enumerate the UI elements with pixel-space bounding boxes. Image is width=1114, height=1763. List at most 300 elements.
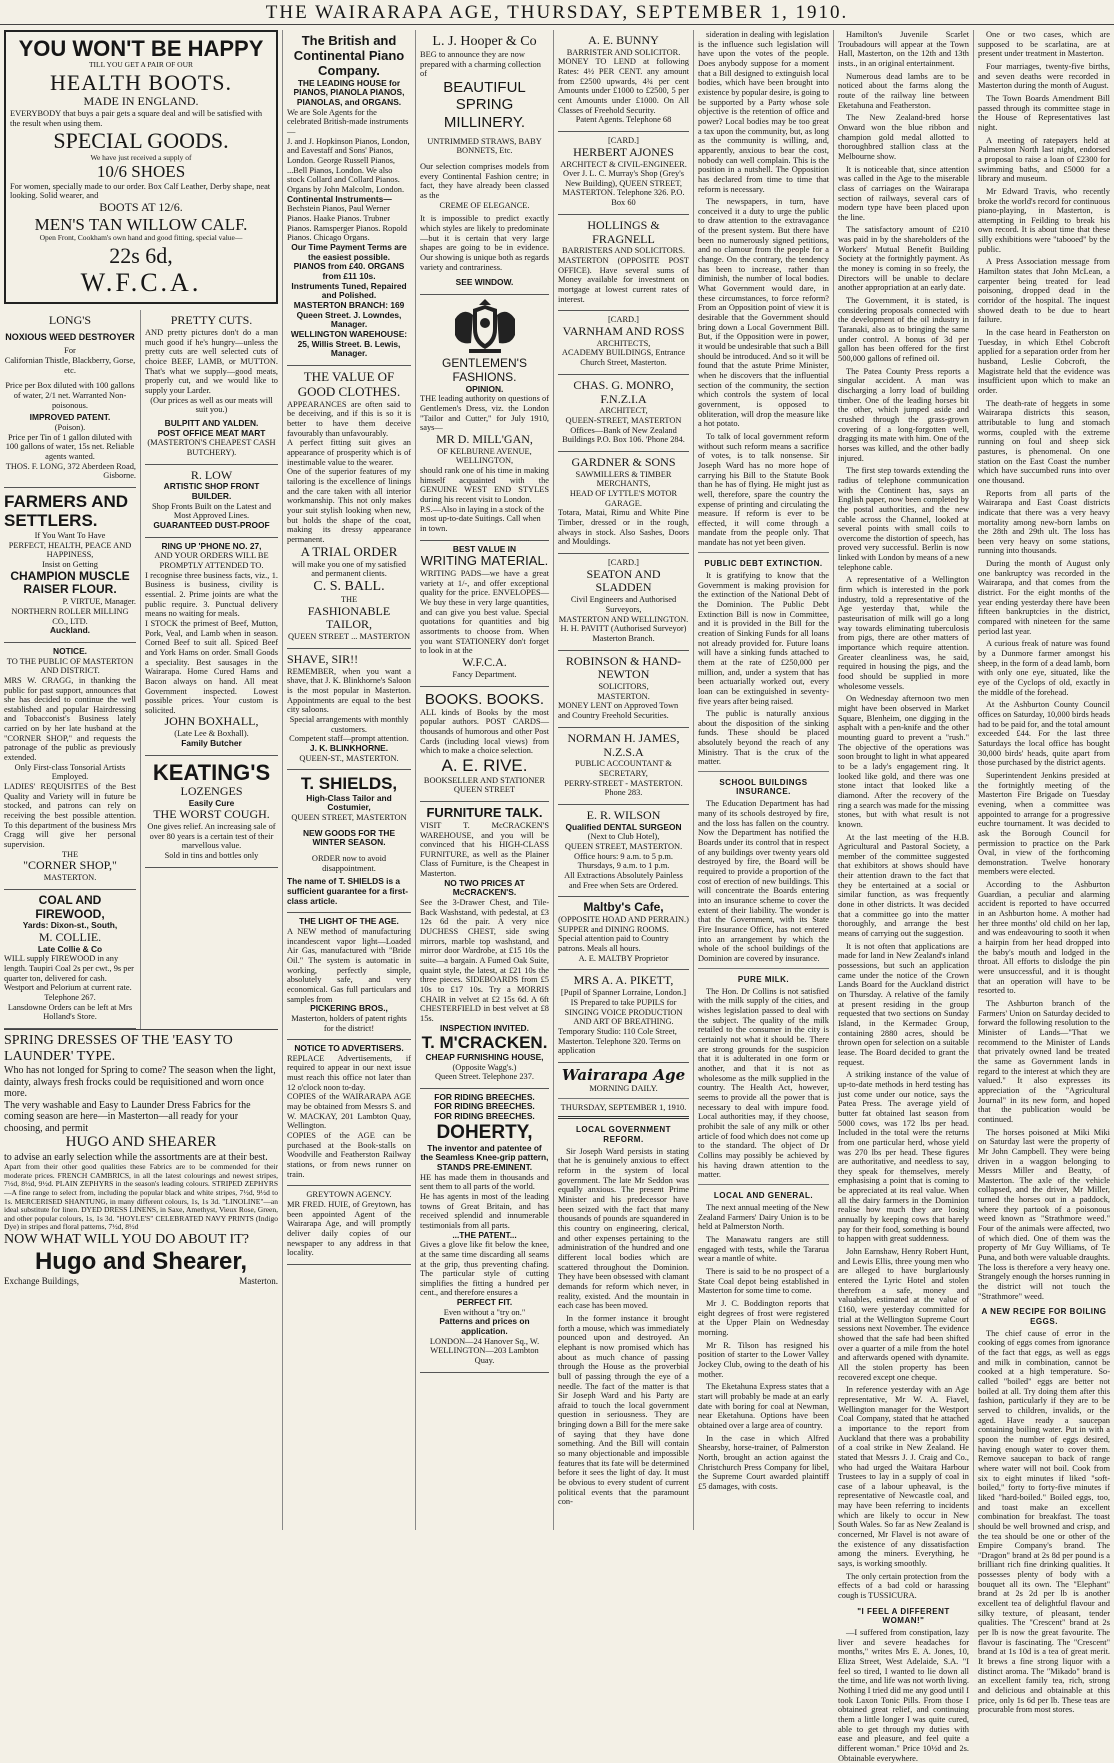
- ad-text: HE has made them in thousands and sent them to all parts of the world.: [420, 1172, 549, 1192]
- ad-title: WRITING MATERIAL.: [420, 553, 549, 569]
- ad-mill: NORTHERN ROLLER MILLING CO., LTD.: [11, 606, 129, 626]
- ad-cough: THE WORST COUGH.: [153, 807, 270, 822]
- hollings-ad: [558, 215, 689, 312]
- ad-title: BOOKS. BOOKS.: [424, 690, 545, 708]
- ad-spring: SPRING: [455, 96, 514, 114]
- article-paragraph: According to the Ashburton Guardian, a peculiar and alarming accident is reported to have occurred in an Ashburton home. A mother had her three months' old child on her lap, and was endeavouring to sooth it when a hairpin from her head dropped into the baby's mouth and lodged in the throat. All efforts to dislodge the pin were unsuccessful, and it is thought that an operation will have to be resorted to.: [978, 880, 1110, 996]
- ad-builder: BUILDER.: [191, 491, 232, 502]
- ad-text: MR FRED. HUIE, of Greytown, has been appointed Agent of the Wairarapa Age, and will promptly deliver daily copies of our newspaper to any address in that locality.: [287, 1200, 411, 1258]
- ad-price: PIANOS from £40. ORGANS from £11 10s.: [293, 261, 405, 281]
- james-ad: [558, 728, 689, 805]
- ad-spring: SPRING DRESSES OF THE 'EASY TO LAUNDER' TYPE.: [4, 1033, 233, 1065]
- ad-cont: Continental Instruments—: [287, 193, 392, 204]
- ad-title: GENTLEMEN'S FASHIONS.: [442, 356, 527, 384]
- ad-text: We are Sole Agents for the celebrated British-made instruments—: [287, 107, 409, 137]
- article-paragraph: The chief cause of error in the cooking of eggs comes from ignorance of the fact that eggs, as well as eggs and milk in combination, cannot be cooked at a high temperature. So-called "boiled" eggs are better not boiled at all. Try doing them after this fashion, particularly if they are to be served to children, invalids, or the aged. Have ready a saucepan containing boiling water. Put in with a spoon the number of eggs desired, having enough water to cover them. Remove saucepan to back of range where water will not boil. Cook from six to eight minutes if liked "soft-boiled," forty to forty-five minutes if liked "hard-boiled." Boiled eggs, too, and toast make an excellent combination for breakfast. The toast should be well browned and crisp, and the tea should be one or other of the Empire Company's brand. The "Dragon" brand at 2s 8d per pound is a brilliant rich fine drinking qualities. It possesses plenty of body with a bouquet all its own. The "Elephant" brand at 2s 2d per lb is another excellent tea of delightful flavour and silky texture, of pleasant, tender qualities. The "Crescent" brand at 2s per lb is now the great favourite. The flavour is fascinating. The "Crescent" brand at 1s 10d is a tea of great merit. It brews a fine strong liquor with a distinct aroma. The "Mikado" brand is an excellent family tea, rich, strong and delicious and obtainable at this price, only 1s 6d per lb. These teas are procurable from most stores.: [978, 1328, 1110, 1715]
- ad-list: Bechstein Pianos, Paul Werner Pianos. Haake Pianos. Trubner Pianos. Ramsperger Pianos. Ropold Pianos. Chicago Organs.: [287, 204, 408, 243]
- ad-name: KEATING'S: [152, 759, 271, 785]
- article-paragraph: The death-rate of heggets in some Wairarapa districts this season, attributable to lung and stomach worms, coupled with the extreme running on foul and sheep sick pastures, is phenomenal. On one station on the East Coast the number which have succumbed runs into over one thousand.: [978, 398, 1110, 485]
- ad-text: THE leading authority on questions of Gentlemen's Dress, viz. the London "Tailor and Cutter," for July 1910, says—: [420, 394, 549, 433]
- ad-dept: Fancy Department.: [452, 669, 517, 679]
- ad-late: (Late Lee & Boxhall).: [174, 729, 249, 739]
- ad-text: Who has not longed for Spring to come? The season when the light, dainty, always fresh frocks could be requisitioned and worn once more.: [4, 1065, 276, 1100]
- article-paragraph: Hamilton's Juvenile Scarlet Troubadours will appear at the Town Hall, Masterton, on the 12th and 13th insts., in an original entertainment.: [838, 30, 969, 68]
- ad-text: APPEARANCES are often said to be deceiving, and if this is so it is better to have them deceive favourably than unfavourably.: [287, 399, 411, 438]
- ad-name: SEATON AND SLADDEN: [586, 566, 661, 595]
- ad-patterns: Patterns and prices on application.: [439, 1316, 530, 1337]
- article-paragraph: The Town Boards Amendment Bill passed through its committee stage in the House of Representatives last night.: [978, 93, 1110, 132]
- ad-trial: A TRIAL ORDER: [300, 543, 398, 559]
- ad-text: MASTERTON (OPPOSITE POST OFFICE). Have several sums of Money available for investment on mortgage at lowest current rates of interest.: [558, 256, 689, 304]
- ad-opinion: OPINION.: [465, 383, 504, 394]
- ad-to: TO THE PUBLIC OF MASTERTON AND DISTRICT.: [6, 656, 134, 676]
- ad-sign: Hugo and Shearer,: [34, 1248, 248, 1276]
- furniture-ad: [420, 802, 549, 1089]
- editorial-local-government: [558, 1125, 689, 1507]
- ad-card: [CARD.]: [608, 136, 639, 146]
- ad-text: It is impossible to predict exactly which styles are likely to predominate—but it is certain that very large shapes are going to be in evidence. Our showing is unique both as regards variety and contrariness.: [420, 214, 549, 272]
- hooper-ad: [420, 30, 549, 295]
- article-paragraph: One or two cases, which are supposed to be scarlatina, are at present under treatment in Masterton.: [978, 30, 1110, 59]
- maltby-ad: [558, 897, 689, 970]
- ad-name: R. LOW: [190, 467, 233, 482]
- ad-fam: Family Butcher: [181, 737, 242, 748]
- article-paragraph: Mr R. Tilson has resigned his position of starter to the Lower Valley Jockey Club, owing to the death of his mother.: [698, 1340, 829, 1379]
- ad-opp: (Opposite Wagg's.): [452, 1062, 517, 1072]
- article-paragraph: The New Zealand-bred horse Onward won the blue ribbon and champion gold medal allotted to thoroughbred stallion class at the Melbourne show.: [838, 113, 969, 161]
- ad-opp: (OPPOSITE HOAD AND PERRAIN.): [558, 915, 689, 925]
- greytown-ad: [287, 1186, 411, 1265]
- ad-stands: STANDS PRE-EMINENT.: [436, 1161, 533, 1172]
- robinson-ad: [558, 651, 689, 728]
- ad-list: Apart from their other good qualities these Fabrics are to be commended for their moderate prices. FRENCH CAMBRICS, in all the latest colourings and newest stripes, 7½d, 8½d, 9½d. PLAIN ZEPHYRS in the season's leading colours. STRIPED ZEPHYRS—A fine range to select from, including the popular black and white stripes, 7½d, 9½d to 1s. MERCERISED SHANTUNG, in many different colours, 1s, 1s 3d. "LINOLINE"—an ideal substitute for linen. DYED DRESS LINENS, in Saxe, Amethyst, Vieux Rose, Green, and other popular colours, 1s, 1s 3d. "HOYLE'S" CELEBRATED NAVY PRINTS (Indigo Dye) in stripes and floral patterns, 7½d, 8½d: [4, 1162, 278, 1232]
- ad-special: Special arrangements with monthly customers.: [289, 714, 409, 734]
- ad-price2: Price per Tin of 1 gallon diluted with 100 gallons of water, 15s net. Reliable agents wanted.: [5, 432, 135, 461]
- ad-name: LONG'S: [48, 313, 92, 328]
- ad-title: RING UP 'PHONE NO. 27,: [161, 540, 262, 551]
- ad-pianos: PIANOS, PIANOLA PIANOS, PIANOLAS, and ORGANS.: [293, 87, 405, 108]
- phone-ad: [145, 538, 278, 756]
- ad-name: HOLLINGS & FRAGNELL: [587, 217, 660, 246]
- ad-name: PICKERING BROS.,: [310, 1003, 388, 1014]
- jones-ad: [558, 132, 689, 215]
- ad-makers: J. and J. Hopkinson Pianos, London, and Eavestaff and Sons' Pianos, London. George Russell Pianos, ...Bell Pianos, London. We also stock Collard and Collard Pianos. Organs by John Malcolm, London.: [287, 136, 410, 195]
- ad-prices: NO TWO PRICES AT McCRACKEN'S.: [444, 877, 525, 898]
- article-title: PUBLIC DEBT EXTINCTION.: [704, 558, 823, 568]
- ad-addr: PERRY-STREET - MASTERTON.: [564, 778, 683, 788]
- ad-addr: QUEEN STREET: [453, 785, 516, 795]
- ad-sign: THOS. F. LONG, 372 Aberdeen Road, Gisborne.: [5, 461, 136, 481]
- ad-beautiful: BEAUTIFUL: [443, 79, 526, 97]
- article-paragraph: During the month of August only one bankruptcy was recorded in the Wairarapa, and that comes from the district. For the eight months of the year ending yesterday there have been fifteen bankruptcies in the district, compared with nineteen for the same period last year.: [978, 559, 1110, 636]
- ad-wfca: W.F.C.A.: [462, 655, 507, 670]
- ad-town: MASTERTON.: [597, 691, 650, 701]
- gentlemen-ad: [420, 295, 549, 541]
- ad-text: He has agents in most of the leading towns of Great Britain, and has received splendid and innumerable testimonials from all parts.: [420, 1191, 549, 1230]
- article-paragraph: On Wednesday afternoon two men might have been observed in Market Square, Blenheim, one digging in the asphalt with a pen-knife and the other mounting guard to prevent a "rush." The objective of the operations was soon brought to light in what appeared to be a lady's engagement ring. It looked like gold, and there was one stone intact that looked like a diamond. After the recovery of the ring a search was made for the missing stones, but with what result is not known.: [838, 694, 969, 829]
- ad-order: ORDER now to avoid disappointment.: [311, 854, 387, 873]
- article-paragraph: In the case in which Alfred Shearsby, horse-trainer, of Palmerston North, brought an action against the Christchurch Press Company for libel, the Supreme Court awarded plaintiff £5 damages, with costs.: [698, 1433, 829, 1491]
- ad-town: MASTERTON.: [43, 873, 97, 883]
- ad-name: E. R. WILSON: [586, 807, 661, 822]
- ad-text: If You Want To Have: [34, 531, 106, 541]
- paper-daily: MORNING DAILY.: [589, 1084, 658, 1094]
- ad-text: Offices—Bank of New Zealand Buildings P.O. Box 106. 'Phone 284.: [562, 425, 685, 445]
- ad-title: NOTICE.: [53, 645, 87, 656]
- clothes-ad: [287, 366, 411, 649]
- article-title: SCHOOL BUILDINGS INSURANCE.: [719, 778, 808, 797]
- pretty-cuts-ad: [145, 310, 278, 464]
- article-paragraph: In reference yesterday with an Age representative, Mr W. A. Fiavel, Wellington manager for the Westport Coal Company, stated that he attached a importance to the report from Auckland that there was a probability of a coal strike in New Zealand. He stated that Messrs J. J. Craig and Co., who had urged the Waitara Harbour Trustees to lay in a supply of coal in case of a labour upheaval, is the representative of Newcastle coal, and may have been referring to incidents which are likely to occur in New South Wales. So far as New Zealand is concerned, Mr Flavel is not aware of the existence of any dissatisfaction among the miners. Everything, he says, is working smoothly.: [838, 1385, 969, 1569]
- ad-text: A NEW method of manufacturing incandescent vapor light—Loaded Air Gas, manufactured with "Bride Oil." The system is automatic in working, perfectly simple, absolutely safe, and very economical. Gas full particulars and samples from: [287, 926, 411, 1004]
- ad-text: Only First-class Tonsorial Artists Employed.: [14, 762, 126, 782]
- ad-text: BEG to announce they are now prepared with a charming collection of: [420, 50, 541, 79]
- ad-addr: OF KELBURNE AVENUE, WELLINGTON,: [437, 446, 532, 466]
- ad-addr: QUEEN STREET, MASTERTON: [291, 813, 407, 823]
- ad-now: NOW WHAT WILL YOU DO ABOUT IT?: [4, 1232, 249, 1247]
- article-paragraph: A curious freak of nature was found by a Dunmore farmer amongst his sheep, in the form of a dead lamb, born with only one eye, situated, like the eye of the Cyclops of old, exactly in the middle of the forehead.: [978, 639, 1110, 697]
- gardner-ad: [558, 452, 689, 554]
- ad-text: A perfect fitting suit gives an appearance of prosperity which is of inestimable value to the wearer.: [287, 438, 411, 467]
- ad-text: REPLACE Advertisements, if required to appear in our next issue must reach this office not later than 12 o'clock noon to-day.: [287, 1053, 411, 1092]
- ad-boots12: BOOTS AT 12/6.: [99, 200, 183, 215]
- hugo-ad: [4, 1029, 278, 1286]
- article-paragraph: Mr Edward Travis, who recently broke the world's record for continuous piano-playing, in Masterton, is attempting in Feilding to break his own record. It is about time that these silly exhibitions were "tabooed" by the public.: [978, 186, 1110, 254]
- article-paragraph: A representative of a Wellington firm which is interested in the pork industry, told a representative of the Age yesterday that, while the pasteurisation of milk will go a long way towards eliminating tuberculosis from pigs, there are other matters of importance which require attention. Greater cleanliness was, he said, required in housing the pigs, and the food should be supplied in more wholesome vessels.: [838, 575, 969, 691]
- shave-ad: [287, 649, 411, 770]
- ad-the: THE: [61, 849, 79, 859]
- ad-hours: Office hours: 9 a.m. to 5 p.m. Thursdays, 9 a.m. to 1 p.m.: [574, 851, 673, 871]
- light-ad: [287, 913, 411, 1040]
- ad-text: IS Prepared to take PUPILS for SINGING VOICE PRODUCTION AND ART OF BREATHING.: [564, 997, 683, 1027]
- ad-text: For women, specially made to our order. Box Calf Leather, Derby shape, neat looking. Solid wearer, and: [10, 181, 271, 201]
- ad-prop: A. E. MALTBY Proprietor: [578, 953, 669, 963]
- ad-title: THE VALUE OF GOOD CLOTHES.: [297, 368, 401, 399]
- ad-title: GREYTOWN AGENCY.: [306, 1190, 392, 1200]
- ad-wgtn: WELLINGTON WAREHOUSE: 25, Willis Street. B. Lewis, Manager.: [290, 328, 408, 359]
- ad-name: A. E. BUNNY: [588, 33, 659, 47]
- ad-special: SPECIAL GOODS.: [53, 128, 229, 154]
- ad-title: PRETTY CUTS.: [170, 313, 253, 328]
- ad-text: Californian Thistle, Blackberry, Gorse, etc.: [4, 356, 136, 375]
- article-paragraph: —I suffered from constipation, lazy liver and severe headaches for months," writes Mrs E. A. Jones, 10, Eliza Street, West Adelaide, S.A. "I feel so tired, I wanted to lie down all the time, and life was not worth living. Nothing I tried did me any good until I took Laxon Tonic Pills. From those I obtained great relief, and continuing them a little longer I was quite cured, able to get through my duties with ease and pleasure, and feel quite a different woman." Price 10½d and 2s. Obtainable everywhere.: [838, 1628, 969, 1763]
- ad-name: MRS A. A. PIKETT,: [573, 973, 674, 988]
- ad-guar: GUARANTEED DUST-PROOF: [153, 520, 270, 531]
- article-paragraph: The Manawatu rangers are still engaged with tests, while the Tararua wear a mantle of white.: [698, 1235, 829, 1264]
- article-paragraph: A striking instance of the value of up-to-date methods in herd testing has just come under our notice, says the Patea Press. The average yield of butter fat obtained last season from 5000 cows, was 172 lbs per head. Included in the total were the returns from one particular herd, whose yield was 270 lbs per head. These figures are authoritative, and needless to say, they speak for themselves, merely emphasising a point that is coming to be appreciated at its real value. When all the dairy farmers in the Dominion realise how much they are losing annually by keeping cows that barely pay for their food, something is bound to happen with great suddenness.: [838, 1070, 969, 1244]
- article-paragraph: The newspapers, in turn, have conceived it a duty to urge the public to draw attention to the extravagance of the present system. But there have been no numerously signed petitions, and no clamour from the people for a change. On the contrary, the tendency has been to increase, rather than diminish, the number of local bodies. What Government would dare, in these circumstances, to force reform? From an Opposition point of view it is desirable that the Government should bring down a Local Government Bill. But, if the Opposition were in power, it would be undesirable that such a Bill should be introduced. And so it will be found that the astute Prime Minister, when he discovers that the influential section of the community, the section which controls the system of local government, is opposed to obliteration, will drop the measure like a hot potato.: [698, 197, 829, 429]
- ad-role: Civil Engineers and Authorised Surveyors,: [570, 595, 677, 614]
- ad-addr: QUEEN-STREET, MASTERTON: [565, 415, 682, 425]
- ad-text: MRS W. CRAGG, in thanking the public for past support, announces that she has decided to continue the well established and popular Hairdressing and Tobacconist's Business lately carried on by her late husband at the "CORNER SHOP," and requests the patronage of the public as previously extended.: [4, 675, 136, 763]
- article-paragraph: Numerous dead lambs are to be noticed about the farms along the route of the railway line between Eketahuna and Featherston.: [838, 71, 969, 110]
- ad-card: [CARD.]: [608, 558, 639, 567]
- ad-brand: W.F.C.A.: [80, 268, 202, 298]
- column-7: [973, 30, 1114, 1715]
- ad-title: FURNITURE TALK.: [426, 804, 543, 820]
- article-paragraph: The Government, it is stated, is considering proposals connected with the development of the oil industry in Taranaki, also as to bringing the same under control. A bonus of 3d per gallon has been offered for the first 500,000 gallons of refined oil.: [838, 296, 969, 363]
- varnham-ad: [558, 311, 689, 374]
- ad-role: ARCHITECT & CIVIL-ENGINEER.: [560, 159, 687, 169]
- article-paragraph: The public is naturally anxious about the disposition of the sinking funds. These should be placed absolutely beyond the reach of any Ministry. That is the crux of the matter.: [698, 709, 829, 767]
- ad-title: NOXIOUS WEED DESTROYER: [5, 332, 135, 343]
- ad-breeches: FOR RIDING BREECHES.: [434, 1091, 535, 1102]
- ad-card: [CARD.]: [608, 315, 639, 325]
- wilson-ad: [558, 805, 689, 897]
- ad-name: L. J. Hooper & Co: [432, 34, 537, 49]
- ad-text: COPIES of the WAIRARAPA AGE may be obtained from Messrs S. and W. MACKAY, 201 Lambton Quay, Wellington.: [287, 1092, 411, 1131]
- ad-text: WRITING PADS—we have a great variety at 1/-, and offer exceptional quality for the price. ENVELOPES—We buy these in very large quantities, and can give you best value. Special quotations for quantities and big assortments to choose from. When you want STATIONERY don't forget to look in at the: [420, 569, 549, 656]
- article-paragraph: John Earnshaw, Henry Robert Hunt, and Lewis Ellis, three young men who are alleged to have burglariously entered the Lyric Hotel and stolen therefrom a safe, money and valuables, estimated at the value of £160, were yesterday committed for trial at the Wellington Supreme Court sessions next November. The evidence showed that the safe had been shifted over a quarter of a mile from the hotel and afterwards opened with dynamite. All the stolen property has been recovered except one cheque.: [838, 1247, 969, 1382]
- ad-made: MADE IN ENGLAND.: [83, 94, 199, 109]
- doherty-ad: [420, 1089, 549, 1373]
- ad-stock: I STOCK the primest of Beef, Mutton, Pork, Veal, and Lamb when in season. Corned Beef to suit all. Spiced Beef and York Hams on order. Small Goods a speciality. Best sausages in the Wairarapa. Home Cured Hams and Bacon always on hand. All meat Government inspected. Lowest possible prices. Your custom is solicited.: [145, 618, 278, 715]
- ad-text: ALL kinds of Books by the most popular authors. POST CARDS—thousands of humorous and other Post Cards (including local views) from which to make a choice selection.: [420, 707, 549, 756]
- article-paragraph: The next annual meeting of the New Zealand Farmers' Dairy Union is to be held at Palmerston North.: [698, 1203, 829, 1232]
- ad-headline: YOU WON'T BE HAPPY: [18, 36, 264, 61]
- ad-line: ARTISTIC SHOP FRONT: [163, 481, 260, 492]
- ad-tailor: FASHIONABLE TAILOR,: [307, 603, 391, 632]
- column-5: [693, 30, 833, 1530]
- ad-tag: High-Class Tailor and Costumier,: [306, 792, 392, 813]
- ad-name: C. S. BALL.: [313, 578, 385, 594]
- ad-wgtn: WELLINGTON—203 Lambton Quay.: [430, 1346, 539, 1366]
- article-paragraph: Mr J. C. Boddington reports that eight degrees of frost were registered at the Upper Plain on Wednesday morning.: [698, 1299, 829, 1337]
- article-paragraph: Sir Joseph Ward persists in stating that he is genuinely anxious to effect reform in the system of local government. The late Mr Seddon was equally anxious. The present Prime Minister and his predecessor have been seized with the fact that many thousands of pounds are squandered in this country on engineering, clerical, and other expenses pertaining to the administration of the hundred and one different local bodies which are scattered throughout the Dominion. They have been obsessed with clamant demands for reform which never, in reality, existed. And the mountain in each case has been moved.: [558, 1146, 689, 1311]
- ad-addr: QUEEN STREET, MASTERTON.: [564, 842, 683, 852]
- ad-addr: HEAD OF LYTTLE'S MOTOR GARAGE.: [569, 489, 678, 508]
- column-6: [833, 30, 973, 1763]
- ad-firm: BULPITT AND YALDEN.: [164, 417, 259, 428]
- ad-text: Over J. L. C. Murray's Shop (Grey's New Building), QUEEN STREET, MASTERTON. Telephone 326. P.O. Box 60: [562, 169, 685, 208]
- ad-text: Shop Fronts Built on the Latest and Most Approved Lines.: [151, 501, 272, 521]
- ad-title: The British and Continental Piano Company.: [293, 33, 405, 78]
- ad-branch: MASTERTON BRANCH: 169 Queen Street. J. Lowndes, Manager.: [293, 299, 405, 330]
- ad-addr: QUEEN STREET ... MASTERTON: [287, 632, 411, 642]
- ad-ext: All Extractions Absolutely Painless and Free when Sets are Ordered.: [564, 871, 683, 890]
- ad-studio: Temporary Studio: 110 Cole Street, Masterton. Telephone 320. Terms on application: [558, 1026, 681, 1056]
- article-paragraph: There is said to be no prospect of a State Coal depot being established in Masterton for some time to come.: [698, 1267, 829, 1296]
- ad-text: Totara, Matai, Rimu and White Pine Timber, dressed or in the rough, always in stock. Also Sashes, Doors and Mouldings.: [558, 508, 689, 547]
- article-paragraph: In the former instance it brought forth a mouse, which was immediately pounced upon and destroyed. An elephant is now promised which has about as much chance of passing through the House as the proverbial bull of passing through the eye of a needle. The fact of the matter is that Sir Joseph Ward and his Party are afraid to touch the local government question in seriousness. They are bringing down a Bill for the mere sake of saying that they have done something. And the Bill will contain so many objectionable and impossible features that its fate will be determined before it sees the light of day. It must be obvious to every student of current political events that the paramount con-: [558, 1313, 689, 1507]
- ad-tag: (MASTERTON'S CHEAPEST CASH BUTCHERY).: [147, 438, 276, 457]
- ad-shoes: 10/6 SHOES: [96, 162, 186, 182]
- ad-text: Our selection comprises models from every Continental Fashion centre; in fact, they have already been classed as the: [420, 162, 549, 201]
- ad-title: NOTICE TO ADVERTISERS.: [294, 1043, 404, 1054]
- ad-fit: PERFECT FIT.: [456, 1297, 513, 1308]
- ad-items: See the 3-Drawer Chest, and Tile-Back Washstand, with pedestal, at £3 12s 6d the pair. A very nice DUCHESS CHEST, side swing mirrors, marble top washstand, and mirror door Wardrobe, at £15 10s the suite—a bargain. A Fumed Oak Suite, quaint style, the latest, at £21 10s the three pieces. SIDEBOARDS from £5 10s to £17 10s. Try a MORRIS CHAIR in velvet at £2 15s 6d. A 6ft CHESTERFIELD in best velvet at £8 15s.: [420, 898, 549, 1023]
- ad-text: MONEY TO LEND at following Rates: 4½ PER CENT. any amount from £2500 upwards, 4¾ per cent Amounts under £1000 to £2500, 5 per cent Amounts under £1000. On All Classes of Freehold Security.: [558, 57, 689, 115]
- article-paragraph: The first step towards extending the radius of telephone communication with the Continent has, says an English paper, now been completed by the postal authorities, and the new cable across the Channel, looked at several points with small coils to overcome the distortion of speech, has proved very successful. Berlin is now linked with London by means of a new telephone cable.: [838, 466, 969, 572]
- ad-text: The very washable and Easy to Launder Dress Fabrics for the coming season are here—in Masterton—all ready for your choosing, and permit: [4, 1099, 251, 1134]
- ad-role: The inventor and patentee of the Seamless Knee-grip pattern,: [420, 1142, 549, 1163]
- ad-title: SHAVE, SIR!!: [287, 651, 359, 666]
- ad-note: Lansdowne Orders can be left at Mrs Holland's Store.: [7, 1002, 133, 1022]
- keatings-ad: [145, 756, 278, 868]
- ad-text: EVERYBODY that buys a pair gets a square deal and will be satisfied with the result when using them.: [10, 109, 263, 128]
- article-paragraph: The satisfactory amount of £210 was paid in by the shareholders of the Workers' Mutual Benefit Building Society at the fortnightly payment. As the money is coming in so freely, the Directors will be unable to declare another appropriation at an early date.: [838, 225, 969, 293]
- ad-cure: Easily Cure: [188, 797, 235, 808]
- ad-text: LADIES' REQUISITES of the Best Quality and Variety will in future be stocked, and patrons can rely on receiving the best possible attention. To this department of the business Mrs Cragg will give her personal supervision.: [4, 782, 136, 849]
- ad-title: COAL AND FIREWOOD,: [35, 892, 105, 921]
- ad-tuned: Instruments Tuned, Repaired and Polished.: [291, 280, 407, 301]
- ad-price: 22s 6d,: [109, 243, 173, 269]
- article-paragraph: The horses poisoned at Miki Miki on Saturday last were the property of Mr John Campbell. They were being driven in a waggon belonging to Messrs Miller and Beatty, of Masterton. The axle of the vehicle collapsed, and the driver, Mr Miller, turned the horses out in a paddock, where they partook of a poisonous weed known as "Strathmore weed." Four of the animals were affected, two of which died. One of them was the property of Mr Guy Williams, of Te Puna, and both were valuable draughts. The loss is therefore a very heavy one. Strangely enough the horses running in the district will not touch the "Strathmore" weed.: [978, 1127, 1110, 1301]
- farmers-ad: [4, 488, 136, 643]
- ad-addr: Exchange Buildings,: [4, 1275, 79, 1286]
- ad-name: DOHERTY,: [436, 1121, 533, 1143]
- pikett-ad: [558, 970, 689, 1062]
- article-title: LOCAL GOVERNMENT REFORM.: [576, 1125, 671, 1144]
- article-paragraph: The only certain protection from the effects of a bad cold or harassing cough is TUSSICURA.: [838, 1571, 969, 1601]
- notice-ad: [4, 643, 136, 890]
- ad-role: CHEAP FURNISHING HOUSE,: [425, 1051, 544, 1062]
- ad-text: One of the superior features of my tailoring is the excellence of linings and the care taken with all interior workmanship. This not only makes your suit stylish looking when new, but holds the shape of the coat, making its dressy appearance permanent.: [287, 467, 411, 544]
- ad-patent: Patent Agents. Telephone 68: [575, 115, 672, 125]
- ad-text: to advise an early selection while the assortments are at their best.: [4, 1151, 268, 1163]
- article-title: LOCAL AND GENERAL.: [713, 1190, 814, 1200]
- ad-title: FARMERS AND SETTLERS.: [4, 491, 129, 531]
- ad-terms: Our Time Payment Terms are the easiest possible.: [291, 241, 407, 262]
- ad-role: SAWMILLERS & TIMBER MERCHANTS,: [575, 469, 672, 489]
- ad-addr: Queen Street. Telephone 237.: [434, 1072, 535, 1082]
- wfca-boots-ad: [4, 30, 278, 304]
- column-4: [553, 30, 693, 1530]
- ad-pupil: [Pupil of Spanner Lorraine, London.]: [560, 988, 687, 998]
- ad-addr: Masterton, holders of patent rights for the district!: [291, 1013, 407, 1033]
- coal-ad: [4, 890, 136, 1029]
- notice-advertisers: [287, 1040, 411, 1186]
- ad-staff: Competent staff—prompt attention.: [289, 734, 409, 744]
- ad-yards: Yards: Dixon-st., South,: [22, 920, 118, 931]
- ad-creme: CREME OF ELEGANCE.: [439, 200, 530, 210]
- ad-for: For: [64, 346, 76, 356]
- ad-tan: MEN'S TAN WILLOW CALF.: [34, 214, 248, 234]
- article-title: A NEW RECIPE FOR BOILING EGGS.: [981, 1307, 1107, 1326]
- column-2: [282, 30, 415, 1530]
- article-paragraph: To talk of local government reform without such reform means a sacrifice of votes, is to talk nonsense. Sir Joseph Ward has no more hope of carrying his Bill to the Statute Book than he has of flying. He might just as well, therefore, spare the country the expense of printing and circulating the measure. If reform is ever to be effected, it will come through a mandate from the people only. That mandate has not yet been given.: [698, 431, 829, 548]
- ad-sub: H. H. PAVITT (Authorised Surveyor) Masterton Branch.: [560, 624, 687, 643]
- ad-name: NORMAN H. JAMES, N.Z.S.A: [567, 730, 680, 759]
- ad-name: T. M'CRACKEN.: [421, 1033, 548, 1053]
- ad-text: MONEY LENT on Approved Town and Country Freehold Securities.: [558, 701, 679, 721]
- testimonial-title: "I FEEL A DIFFERENT WOMAN!": [857, 1606, 950, 1625]
- ad-text: WILL supply FIREWOOD in any length. Taupiri Coal 2s per cwt., 9s per quarter ton, delivered for cash. Westport and Pelorium at current rate.: [4, 954, 134, 993]
- ad-loz: LOZENGES: [180, 783, 243, 798]
- ad-untrimmed: UNTRIMMED STRAWS, BABY BONNETS, Etc.: [427, 136, 542, 156]
- column-1: [0, 30, 282, 1530]
- ad-name: MR D. MILL'GAN,: [436, 431, 533, 446]
- ad-patent: ...THE PATENT...: [452, 1229, 517, 1240]
- ad-text: REMEMBER, when you want a shave, that J. K. Blinkhorne's Saloon is the most popular in Masterton. Appointments are equal to the best city saloons.: [287, 666, 411, 715]
- ad-flour: CHAMPION MUSCLE RAISER FLOUR.: [10, 568, 130, 597]
- ad-name: JOHN BOXHALL,: [164, 714, 259, 729]
- ad-line: TILL YOU GET A PAIR OF OUR: [88, 60, 194, 70]
- ad-leading: THE LEADING HOUSE for: [297, 77, 401, 88]
- paper-title: Wairarapa Age: [561, 1065, 686, 1084]
- ad-role: Qualified DENTAL SURGEON: [565, 821, 682, 832]
- ad-role: PUBLIC ACCOUNTANT & SECRETARY,: [575, 759, 672, 778]
- ad-millinery: MILLINERY.: [443, 113, 526, 131]
- ad-breeches: FOR RIDING BREECHES.: [434, 1111, 535, 1122]
- article-paragraph: It is noticeable that, since attention was called in the Age to the miserable class of carriages on the Wairarapa section of railways, several cars of modern type have been placed upon the line.: [838, 164, 969, 222]
- ad-london: LONDON—24 Hanover Sq., W.: [429, 1336, 540, 1346]
- ad-name: ROBINSON & HAND-NEWTON: [565, 653, 682, 682]
- article-paragraph: Reports from all parts of the Wairarapa and East Coast districts indicate that there was a very heavy mortality among new-born lambs on the 28th and 29th ult. The loss has been very heavy on some stations, running into thousands.: [978, 488, 1110, 556]
- ad-name: J. K. BLINKHORNE.: [309, 742, 389, 753]
- ad-phone: Phone 283.: [604, 788, 643, 798]
- writing-ad: [420, 541, 549, 687]
- ad-name: A. E. RIVE.: [441, 756, 528, 776]
- article-paragraph: It is not often that applications are made for land in New Zealand's inland possessions, but such an application came under the notice of the Crown Lands Board for the Auckland district on Thursday. A relative of the family at present residing in the group requested that two sections on Sunday Island, in the Kermadec Group, containing 2880 acres, should be thrown open for selection on a suitable lease. The Board decided to grant the request.: [838, 941, 969, 1067]
- article-paragraph: A Press Association message from Hamilton states that John McLean, a carpenter being treated for lead poisoning, dropped dead in the corridor of the hospital. The inquest showed death to be due to heart failure.: [978, 257, 1110, 325]
- article-paragraph: Superintendent Jenkins presided at the fortnightly meeting of the Masterton Fire Brigade on Tuesday evening, when a committee was appointed to arrange for a progressive euchre tournament. It was decided to ask the Borough Council for permission to practice on the Park Oval, in view of the forthcoming demonstration. Twelve honorary members were elected.: [978, 770, 1110, 877]
- ad-role: ARCHITECT,: [599, 406, 648, 416]
- ad-role: SOLICITORS,: [598, 682, 649, 692]
- ad-text: AND YOUR ORDERS WILL BE PROMPTLY ATTENDED TO.: [154, 551, 269, 570]
- ad-sig: P. VIRTUE, Manager.: [62, 597, 136, 607]
- low-ad: [145, 465, 278, 538]
- ad-name: HERBERT AJONES: [573, 144, 674, 159]
- article-title: PURE MILK.: [737, 974, 790, 984]
- longs-ad: [4, 310, 136, 488]
- ad-points: I recognise three business facts, viz., 1. Business is business, civility is essential. 2. Prime joints are what the public require. 3. Punctual delivery means no waiting for meals.: [145, 570, 278, 619]
- ad-addr: MASTERTON AND WELLINGTON.: [558, 614, 689, 624]
- article-paragraph: In the case heard in Featherston on Tuesday, in which Ethel Cobcroft applied for a separation order from her husband, Leslie Cobcroft, the Magistrate held that the evidence was insufficient upon which to make an order.: [978, 328, 1110, 395]
- ad-improved: IMPROVED PATENT.: [29, 412, 111, 423]
- ad-text: SUPPER and DINING ROOMS. Special attention paid to Country patrons. Meals all hours.: [558, 924, 669, 954]
- ad-corner: "CORNER SHOP,": [23, 858, 117, 873]
- ad-tel: Telephone 267.: [44, 993, 96, 1003]
- column-3: [415, 30, 553, 1530]
- ad-insp: INSPECTION INVITED.: [440, 1022, 529, 1033]
- ad-name: CHAS. G. MONRO, F.N.Z.I.A: [573, 377, 674, 406]
- ad-breeches: FOR RIDING BREECHES.: [434, 1101, 535, 1112]
- paper-date: THURSDAY, SEPTEMBER 1, 1910.: [560, 1102, 687, 1112]
- ad-role: ARCHITECTS,: [596, 338, 651, 348]
- ad-place: Auckland.: [49, 625, 91, 636]
- ad-name: M. COLLIE.: [38, 930, 102, 945]
- ad-quote: The name of T. SHIELDS is a sufficient guarantee for a first-class article.: [287, 876, 408, 906]
- ad-name: VARNHAM AND ROSS: [562, 323, 685, 338]
- ad-name: HUGO AND SHEARER: [65, 1134, 217, 1151]
- ad-poison: (Poison).: [54, 423, 86, 432]
- ad-text: VISIT T. McCRACKEN'S WAREHOUSE, and you will be convinced that his HIGH-CLASS FURNITURE, as well as the Plainer Class of Furniture, is the Cheapest in Masterton.: [420, 820, 549, 879]
- ad-best: BEST VALUE IN: [452, 543, 517, 554]
- ad-next: (Next to Club Hotel),: [587, 832, 660, 842]
- ad-text: Insist on Getting: [42, 560, 98, 569]
- ad-window: SEE WINDOW.: [455, 277, 514, 288]
- ad-ps: P.S.—Also in laying in a stock of the most up-to-date Suitings. Call when in town.: [420, 504, 544, 533]
- article-paragraph: A meeting of ratepayers held at Palmerston North last night, endorsed a proposal to raise a loan of £2300 for swimming baths, and £5000 for a library and museum.: [978, 135, 1110, 184]
- ad-new: NEW GOODS FOR THE WINTER SEASON.: [302, 827, 396, 848]
- ad-price: Price per Box diluted with 100 gallons of water, 2/1 net. Warranted Non-poisonous.: [5, 381, 135, 410]
- article-paragraph: The Hon. Dr Collins is not satisfied with the milk supply of the cities, and wishes legislation passed to deal with the subject. The quality of the milk retailed to the consumer in the city is certainly not what it should be. There are strong grounds for the suspicion that it is adulterated in one form or another, and that it is not as wholesome as the milk supplied in the country. The Health Act, however, seems to provide all the power that is necessary to deal with impure food. Local authorities may, if they choose, prohibit the sale of any milk or other article of food which does not come up to the standard. The object of Dr Collins may possibly be achieved by his having drawn attention to the matter.: [698, 986, 829, 1180]
- ad-addr: ACADEMY BUILDINGS, Entrance Church Street, Masterton.: [561, 348, 686, 368]
- ad-boots: HEALTH BOOTS.: [49, 69, 233, 95]
- article-paragraph: Four marriages, twenty-five births, and seven deaths were recorded in Masterton during the month of August.: [978, 61, 1110, 91]
- ad-text: should rank one of his time in making himself acquainted with the GENUINE WEST END STYLES during his recent visit to London.: [420, 465, 549, 504]
- ad-try: Even without a "try on.": [443, 1307, 526, 1317]
- ad-role: BARRISTERS AND SOLICITORS.: [562, 246, 685, 256]
- ad-text: One gives relief. An increasing sale of over 80 years is a certain test of their marvellous value.: [147, 822, 276, 851]
- ad-note: (Our prices as well as our meats will suit you.): [150, 395, 273, 415]
- ad-text: We have just received a supply of: [90, 152, 192, 162]
- shields-ad: [287, 770, 411, 913]
- ad-text: PERFECT, HEALTH, PEACE AND HAPPINESS,: [8, 540, 132, 560]
- ad-name: GARDNER & SONS: [571, 454, 676, 469]
- ad-town: Masterton.: [239, 1275, 278, 1286]
